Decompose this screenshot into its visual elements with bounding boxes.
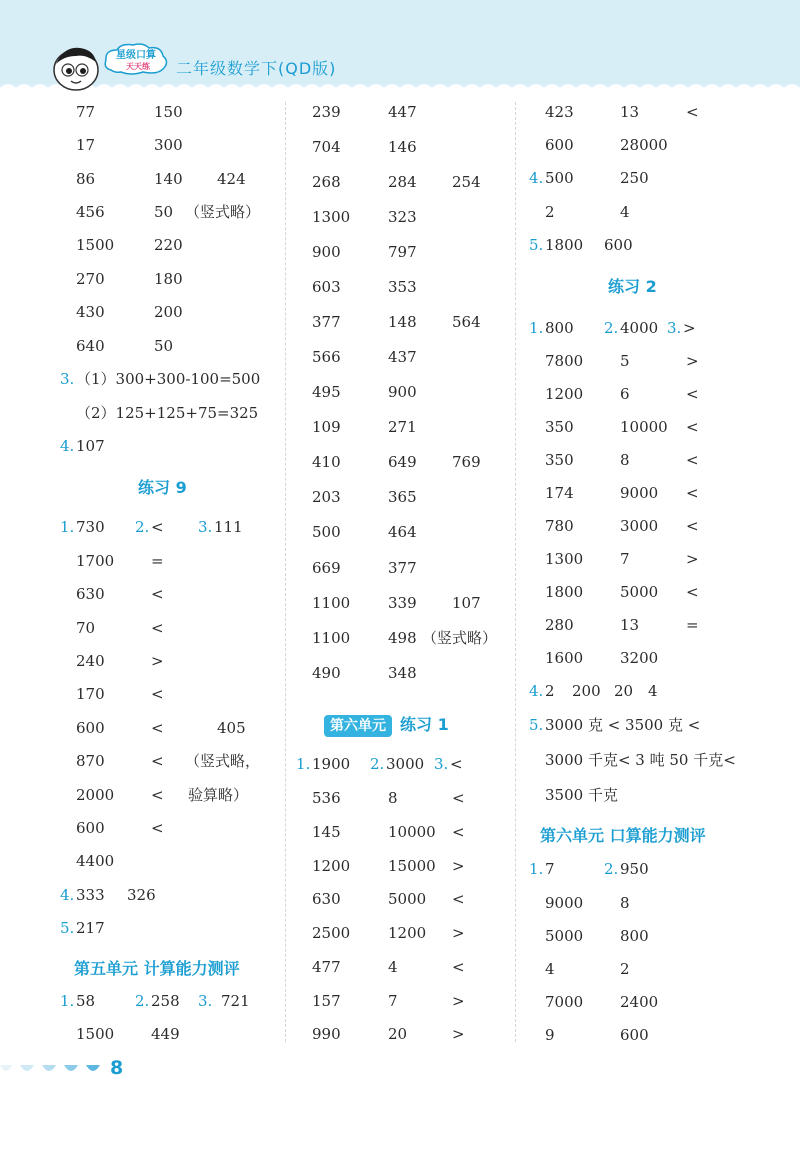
answer-value: 1100 [312,629,351,647]
question-number: 1. [296,755,311,773]
answer-value: 4 [545,960,555,978]
answer-value: 333 [76,886,105,904]
answer-value: 9000 [620,484,659,502]
logo-text-line2: 天天练 [126,62,150,71]
answer-value: < [151,719,164,737]
page-number: 8 [110,1057,124,1079]
answer-value: 240 [76,652,105,670]
answer-value: > [151,652,164,670]
answer-value: < [686,385,699,403]
answer-value: 423 [545,103,574,121]
answer-value: 456 [76,203,105,221]
answer-value: = [686,616,699,634]
question-number: 4. [529,682,544,700]
answer-value: 405 [217,719,246,737]
footer-decoration [0,1063,110,1079]
answer-value: 28000 [620,136,668,154]
answer-value: > [452,1025,465,1043]
answer-value: 111 [214,518,243,536]
answer-value: 4 [388,958,398,976]
answer-value: 8 [388,789,398,807]
answer-value: 950 [620,860,649,878]
answer-value: 600 [620,1026,649,1044]
answer-value: 2000 [76,786,115,804]
section-heading-text: 练习 9 [138,478,187,497]
cloud-badge-icon [103,42,169,76]
answer-value: 348 [388,664,417,682]
answer-value: < [686,517,699,535]
answer-value: 600 [604,236,633,254]
answer-value: 13 [620,616,640,634]
answer-value: 536 [312,789,341,807]
answer-value: > [452,924,465,942]
answer-value: 1500 [76,1025,115,1043]
section-heading-text: 练习 2 [608,277,657,296]
answer-value: 430 [76,303,105,321]
question-number: 5. [60,919,75,937]
answer-value: < [686,583,699,601]
answer-value: 7 [620,550,630,568]
answer-value: 268 [312,173,341,191]
question-number: 2. [135,518,150,536]
answer-value: 7 [545,860,555,878]
question-number: 5. [529,716,544,734]
answer-value: 5000 [388,890,427,908]
answer-value: 3000 [386,755,425,773]
answer-value: 3200 [620,649,659,667]
answer-value: 600 [76,719,105,737]
answer-value: 564 [452,313,481,331]
answer-value: 50 [154,337,174,355]
answer-value: 797 [388,243,417,261]
answer-value: 7000 [545,993,584,1011]
answer-value: < [686,418,699,436]
answer-value: 640 [76,337,105,355]
answer-value: < [151,819,164,837]
answer-value: （1）300+300-100=500 [76,370,261,388]
question-number: 1. [60,992,75,1010]
answer-value: 140 [154,170,183,188]
book-title: 二年级数学下(QD版) [176,59,337,78]
question-number: 1. [529,860,544,878]
answer-value: 1200 [312,857,351,875]
answer-value: < [452,823,465,841]
section-heading-text: 第六单元 口算能力测评 [540,826,706,845]
answer-value: 10000 [388,823,436,841]
answer-value: < [686,484,699,502]
question-number: 1. [60,518,75,536]
answer-value: 900 [312,243,341,261]
answer-value: 200 [572,682,601,700]
answer-value: > [452,857,465,875]
answer-value: 1300 [545,550,584,568]
answer-value: 5 [620,352,630,370]
answer-value: 1500 [76,236,115,254]
question-number: 2. [135,992,150,1010]
answer-value: 20 [388,1025,408,1043]
answer-value: 377 [312,313,341,331]
answer-value: < [151,786,164,804]
answer-value: 498 [388,629,417,647]
answer-value: 145 [312,823,341,841]
answer-value: 300 [154,136,183,154]
section-heading [540,824,706,848]
answer-value: < [686,451,699,469]
answer-value: 704 [312,138,341,156]
answer-value: 730 [76,518,105,536]
answer-value: 4 [648,682,658,700]
answer-value: 800 [620,927,649,945]
answer-value: 603 [312,278,341,296]
answer-value: 449 [151,1025,180,1043]
answer-value: 377 [388,559,417,577]
answer-value: 250 [620,169,649,187]
answer-value: 669 [312,559,341,577]
answer-value: 50 [154,203,174,221]
answer-value: 1600 [545,649,584,667]
answer-value: 77 [76,103,96,121]
answer-value: （竖式略， [185,752,261,770]
answer-value: 2 [545,203,555,221]
question-number: 2. [370,755,385,773]
section-heading [74,957,240,981]
answer-value: < [686,103,699,121]
answer-value: 4400 [76,852,115,870]
question-number: 3. [198,518,213,536]
answer-value: （竖式略） [185,203,261,221]
answer-value: 271 [388,418,417,436]
answer-value: 70 [76,619,96,637]
answer-value: < [151,619,164,637]
answer-value: < [151,752,164,770]
answer-value: 107 [452,594,481,612]
section-heading-text: 练习 1 [400,715,449,734]
column-divider [285,102,286,1042]
answer-value: < [450,755,463,773]
answer-value: 339 [388,594,417,612]
answer-value: 9000 [545,894,584,912]
answer-value: 7800 [545,352,584,370]
answer-value: 验算略） [188,786,249,804]
answer-value: 1100 [312,594,351,612]
answer-value: 8 [620,451,630,469]
section-heading [324,713,449,737]
answer-value: 1200 [545,385,584,403]
answer-value: 990 [312,1025,341,1043]
answer-value: 3000 克 < 3500 克 < [545,716,701,734]
question-number: 4. [529,169,544,187]
answer-value: 3000 千克< 3 吨 50 千克< [545,751,736,769]
section-heading [138,476,187,500]
header-wave-edge [0,80,800,92]
answer-value: < [452,789,465,807]
answer-value: 1800 [545,236,584,254]
answer-value: 353 [388,278,417,296]
answer-value: 2400 [620,993,659,1011]
answer-value: 1200 [388,924,427,942]
answer-value: 490 [312,664,341,682]
answer-value: < [452,958,465,976]
answer-value: 566 [312,348,341,366]
brand-logo [103,42,169,76]
answer-value: 170 [76,685,105,703]
answer-value: 630 [76,585,105,603]
answer-value: 1300 [312,208,351,226]
answer-value: 464 [388,523,417,541]
answer-value: 500 [545,169,574,187]
answer-value: 870 [76,752,105,770]
answer-value: 284 [388,173,417,191]
answer-value: 2500 [312,924,351,942]
answer-value: < [151,518,164,536]
mascot-icon [50,42,102,92]
answer-value: 7 [388,992,398,1010]
answer-value: 20 [614,682,634,700]
answer-value: 258 [151,992,180,1010]
answer-value: 326 [127,886,156,904]
answer-value: （竖式略） [422,629,498,647]
answer-value: 180 [154,270,183,288]
answer-value: = [151,552,164,570]
answer-value: 58 [76,992,96,1010]
answer-value: 270 [76,270,105,288]
answer-value: 769 [452,453,481,471]
answer-value: 2 [545,682,555,700]
answer-value: 146 [388,138,417,156]
answer-value: 600 [545,136,574,154]
answer-value: 280 [545,616,574,634]
answer-value: 239 [312,103,341,121]
column-divider [515,102,516,1042]
answer-value: 630 [312,890,341,908]
answer-value: 780 [545,517,574,535]
answer-value: 447 [388,103,417,121]
question-number: 5. [529,236,544,254]
answer-value: 800 [545,319,574,337]
answer-value: 17 [76,136,96,154]
answer-value: 15000 [388,857,436,875]
answer-value: 1800 [545,583,584,601]
answer-value: 477 [312,958,341,976]
answer-value: > [452,992,465,1010]
answer-value: 500 [312,523,341,541]
answer-value: 200 [154,303,183,321]
answer-value: 2 [620,960,630,978]
answer-value: 6 [620,385,630,403]
answer-value: 721 [221,992,250,1010]
answer-value: 323 [388,208,417,226]
answer-value: < [151,585,164,603]
answer-value: 900 [388,383,417,401]
answer-value: 220 [154,236,183,254]
answer-value: 5000 [620,583,659,601]
answer-value: 4 [620,203,630,221]
answer-value: 217 [76,919,105,937]
answer-value: < [452,890,465,908]
answer-value: 1700 [76,552,115,570]
question-number: 3. [434,755,449,773]
section-heading [608,275,657,299]
question-number: 1. [529,319,544,337]
answer-value: 495 [312,383,341,401]
question-number: 3. [60,370,75,388]
question-number: 4. [60,437,75,455]
answer-value: 109 [312,418,341,436]
answer-value: 10000 [620,418,668,436]
question-number: 3. [198,992,213,1010]
question-number: 2. [604,319,619,337]
answer-value: 13 [620,103,640,121]
section-heading-text: 第五单元 计算能力测评 [74,959,240,978]
answer-value: > [686,352,699,370]
question-number: 4. [60,886,75,904]
answer-value: 174 [545,484,574,502]
answer-value: 365 [388,488,417,506]
question-number: 3. [667,319,682,337]
answer-value: 437 [388,348,417,366]
answer-value: 4000 [620,319,659,337]
answer-value: 3500 千克 [545,786,618,804]
answer-value: （2）125+125+75=325 [76,404,259,422]
answer-value: 157 [312,992,341,1010]
answer-value: 8 [620,894,630,912]
logo-text-line1: 星级口算 [116,50,156,61]
page-header [0,0,800,92]
answer-value: 3000 [620,517,659,535]
answer-value: 410 [312,453,341,471]
answer-value: 254 [452,173,481,191]
answer-value: < [151,685,164,703]
unit-tag: 第六单元 [324,715,392,737]
question-number: 2. [604,860,619,878]
answer-value: 203 [312,488,341,506]
answer-value: 107 [76,437,105,455]
answer-value: 5000 [545,927,584,945]
answer-value: 1900 [312,755,351,773]
answer-value: 9 [545,1026,555,1044]
answer-value: 86 [76,170,96,188]
answer-value: 600 [76,819,105,837]
answer-value: 350 [545,451,574,469]
answer-value: 148 [388,313,417,331]
answer-value: > [683,319,696,337]
answer-value: 649 [388,453,417,471]
answer-value: 350 [545,418,574,436]
answer-value: 424 [217,170,246,188]
answer-value: 150 [154,103,183,121]
answer-value: > [686,550,699,568]
